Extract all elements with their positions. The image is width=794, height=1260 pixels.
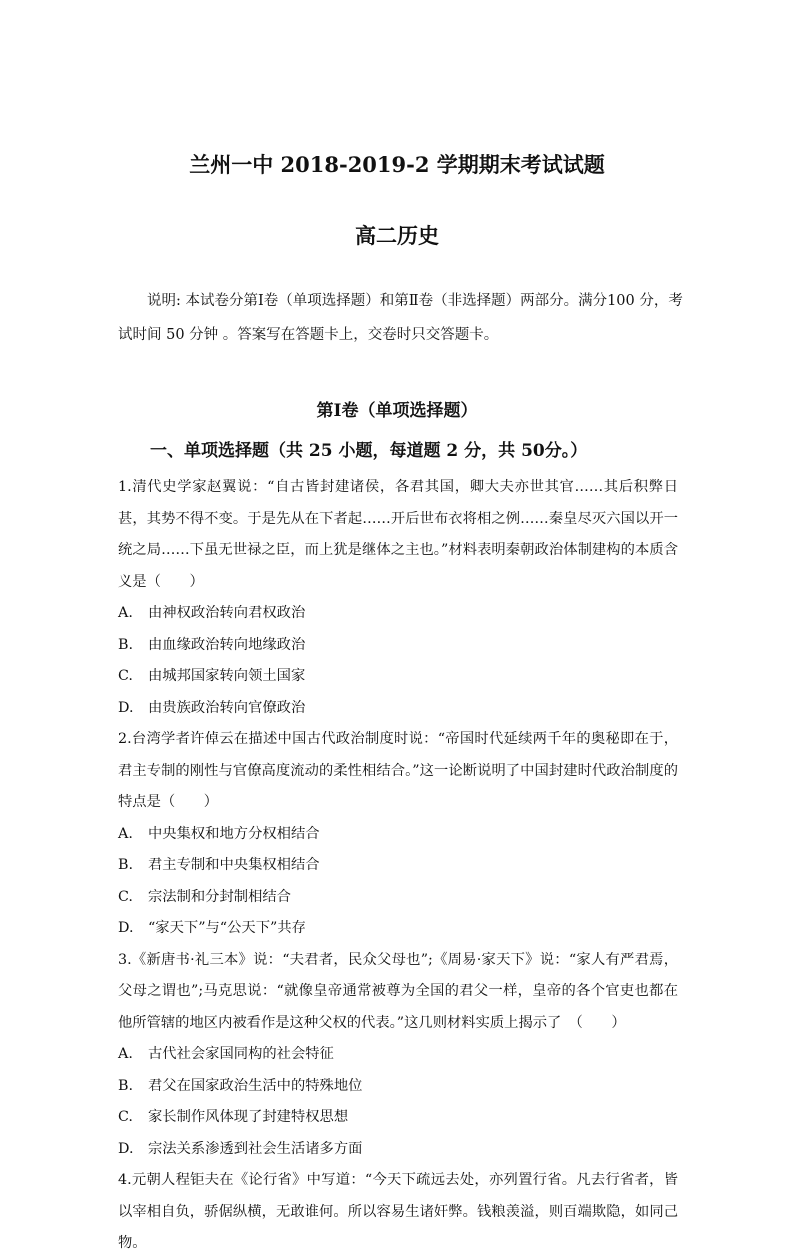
option-list [118,819,678,945]
option-a: A. 中央集权和地方分权相结合 [118,825,320,842]
exam-title: 兰州一中 2018-2019-2 学期期末考试试题 [189,152,605,177]
option-a: A. 由神权政治转向君权政治 [118,605,306,621]
option-d: D. 宗法关系渗透到社会生活诸多方面 [118,1140,363,1157]
section-title: 第Ⅰ卷（单项选择题） [316,401,478,421]
option-b: B. 君主专制和中央集权相结合 [118,857,320,873]
question-stem: 1.清代史学家赵翼说：“自古皆封建诸侯，各君其国，卿大夫亦世其官……其后积弊日甚，其势不得不变。于是先从在下者起……开后世布衣将相之例……秦皇尽灭六国以开一统之局……下虽无世禄之臣，而上犹是继体之主也。”材料表明秦朝政治体制建构的本质含义是（ ） [118,479,678,590]
option-b: B. 由血缘政治转向地缘政治 [118,636,306,653]
question-stem: 3.《新唐书·礼三本》说：“夫君者，民众父母也”;《周易·家天下》说：“家人有严君焉，父母之谓也”;马克思说：“就像皇帝通常被尊为全国的君父一样，皇帝的各个官吏也都在他所管辖的地区内被看作是这种父权的代表。”这几则材料实质上揭示了 （ ） [118,951,678,1031]
option-list [118,598,678,724]
option-a: A. 古代社会家国同构的社会特征 [118,1046,334,1062]
subject-title: 高二历史 [355,223,439,248]
option-c: C. 宗法制和分封制相结合 [118,888,291,905]
option-d: D. “家天下”与“公天下”共存 [118,920,306,936]
option-d: D. 由贵族政治转向官僚政治 [118,699,306,716]
question-list [118,472,678,1260]
option-c: C. 由城邦国家转向领土国家 [118,668,306,684]
option-c: C. 家长制作风体现了封建特权思想 [118,1109,349,1125]
exam-instructions: 说明: 本试卷分第Ⅰ卷（单项选择题）和第Ⅱ卷（非选择题）两部分。满分100 分，考试时间 50 分钟 。答案写在答题卡上，交卷时只交答题卡。 [118,293,683,343]
question-stem: 4.元朝人程钜夫在《论行省》中写道：“今天下疏远去处，亦列置行省。凡去行省者，皆以宰相自负，骄倨纵横，无敢谁何。所以容易生诸奸弊。钱粮羡溢，则百端欺隐，如同己物。 [118,1172,678,1251]
option-list [118,1039,678,1165]
section-subtitle: 一、单项选择题（共 25 小题，每道题 2 分，共 50分。） [150,441,588,461]
question-stem: 2.台湾学者许倬云在描述中国古代政治制度时说：“帝国时代延续两千年的奥秘即在于，君主专制的刚性与官僚高度流动的柔性相结合。”这一论断说明了中国封建时代政治制度的特点是（ ） [118,731,678,810]
option-b: B. 君父在国家政治生活中的特殊地位 [118,1077,363,1094]
